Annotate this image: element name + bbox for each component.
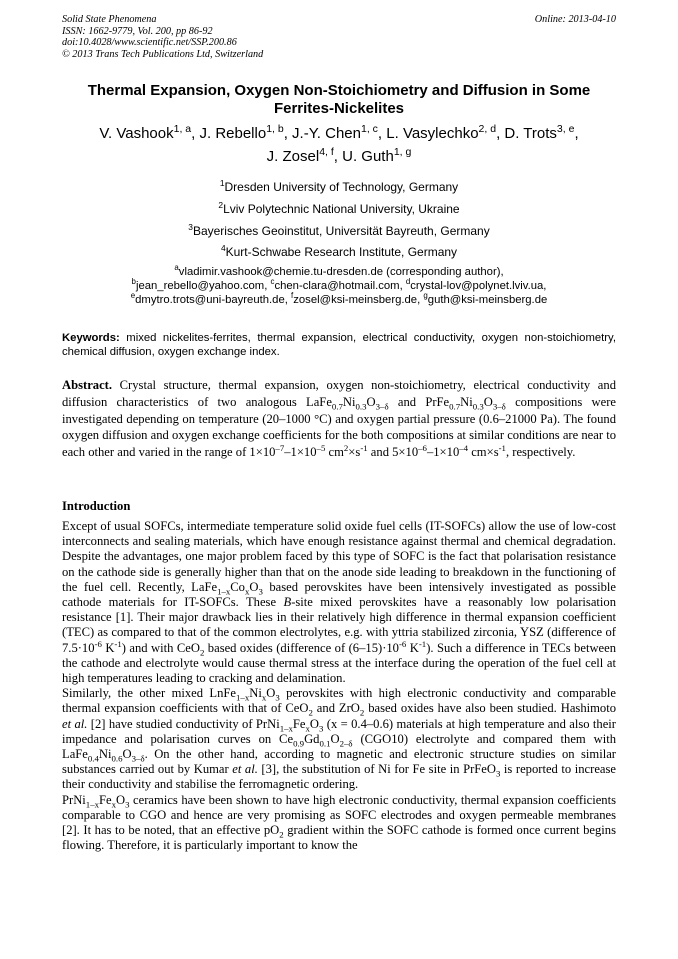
keywords xyxy=(62,331,616,359)
author-affil-mark: 1, a xyxy=(173,123,192,135)
affil-text: Lviv Polytechnic National University, Ukraine xyxy=(223,202,460,216)
email-list xyxy=(62,265,616,308)
affil-text: Kurt-Schwabe Research Institute, Germany xyxy=(225,245,458,259)
paper-title xyxy=(62,82,616,118)
journal-copyright: © 2013 Trans Tech Publications Ltd, Switzerland xyxy=(62,48,264,60)
author-name: L. Vasylechko xyxy=(386,125,479,142)
author-affil-mark: 2, d xyxy=(478,123,497,135)
keywords-label: Keywords: xyxy=(62,332,120,344)
paragraph-2: Similarly, the other mixed $LnFe_{1-x}Ni_xO_3$ perovskites with high electronic conductivity and comparable thermal expansion coefficients with that of CeO$_2$ and ZrO$_2$ based oxides have also been studied. Hashimoto et al. [2] have studied conductivity of $PrNi_{1-x}Fe_xO_3$ (x = 0.4–0.6) materials at high temperature and also their impedance and polarisation curves on $Ce_{0.9}Gd_{0.1}O_{2-\delta}$ (CGO10) electrolyte and compared them with $LaFe_{0.4}Ni_{0.6}O_{3-\delta}$. On the other hand, according to magnetic and electronic structure studies on similar substances carried out by Kumar et al. [3], the substitution of Ni for Fe site in PrFeO$_3$ is reported to increase their conductivity and stabilise the ferromagnetic ordering. xyxy=(62,686,617,792)
affiliation-3 xyxy=(62,224,616,238)
author-name: J. Zosel xyxy=(266,148,320,165)
affiliation-1 xyxy=(62,180,616,194)
author-name: U. Guth xyxy=(342,148,394,165)
email-line-1: $^a$vladimir.vashook@chemie.tu-dresden.de (corresponding author), xyxy=(174,263,504,278)
email-line-3: $^e$dmytro.trots@uni-bayreuth.de, $^f$zosel@ksi-meinsberg.de, $^g$guth@ksi-meinsberg.de xyxy=(130,291,548,307)
affil-number: 4 xyxy=(220,243,226,253)
author-affil-mark: 1, b xyxy=(266,123,284,135)
author-name: J. Rebello xyxy=(199,125,267,142)
affil-number: 1 xyxy=(219,178,225,188)
abstract-label: Abstract. xyxy=(62,378,113,392)
paragraph-1: Except of usual SOFCs, intermediate temperature solid oxide fuel cells (IT-SOFCs) allow the use of low-cost interconnects and sealing materials, which have enough resistance against thermal and chemical degradation. Despite the advantages, one major problem faced by this type of SOFC is the fact that polarisation resistance on the cathode side is generally higher than that on the anode side leading to breakdown in the functioning of the fuel cell. Recently, $LaFe_{1-x}Co_xO_3$ based perovskites have been intensively investigated as possible cathode materials for IT-SOFCs. These B-site mixed perovskites have a reasonably low polarisation resistance [1]. Their major drawback lies in their relatively high difference in thermal expansion coefficient (TEC) as compared to that of the common electrolytes, e.g. with yttria stabilized zirconia, YSZ (difference of $7.5\cdot 10^{-6}$ $K^{-1}$) and with CeO$_2$ based oxides (difference of $(6-15)\cdot 10^{-6}$ $K^{-1}$). Such a difference in TECs between the cathode and electrolyte would cause thermal stress at the interface during the operation of the fuel cell at high temperatures leading to cracking and delamination. xyxy=(62,519,617,686)
author-affil-mark: 4, f xyxy=(319,146,334,158)
online-date: Online: 2013-04-10 xyxy=(534,14,616,25)
email-c[interactable]: chen-clara@hotmail.com, xyxy=(274,280,406,293)
keywords-text: mixed nickelites-ferrites, thermal expansion, electrical conductivity, oxygen non-stoichiometry, chemical diffusion, oxygen exchange index. xyxy=(62,332,616,358)
email-d[interactable]: crystal-lov@polynet.lviv.ua, xyxy=(410,280,547,293)
journal-name: Solid State Phenomena xyxy=(62,14,157,25)
section-heading-introduction: Introduction xyxy=(62,499,131,513)
author-affil-mark: 1, c xyxy=(360,123,378,135)
email-f[interactable]: zosel@ksi-meinsberg.de, xyxy=(293,294,424,307)
journal-header xyxy=(62,14,616,60)
email-b[interactable]: jean_rebello@yahoo.com, xyxy=(135,280,271,293)
introduction-body xyxy=(62,519,616,853)
abstract: Abstract. Crystal structure, thermal expansion, oxygen non-stoichiometry, electrical conductivity and diffusion characteristics of two analogous $LaFe_{0.7}Ni_{0.3}O_{3-\delta}$ and $PrFe_{0.7}Ni_{0.3}O_{3-\delta}$ compositions were investigated depending on temperature (20–1000 °C) and oxygen partial pressure (0.6–21000 Pa). The found oxygen diffusion and oxygen exchange coefficients for the both compositions at similar conditions are near to each other and varied in the range of $1\times 10^{-7}-1\times 10^{-5}$ $cm^2\times s^{-1}$ and $5\times 10^{-6}-1\times 10^{-4}$ $cm\times s^{-1}$, respectively. xyxy=(62,378,616,460)
author-affil-mark: 3, e xyxy=(556,123,575,135)
journal-doi[interactable]: doi:10.4028/www.scientific.net/SSP.200.86 xyxy=(62,37,237,48)
author-list xyxy=(62,122,616,168)
email-e[interactable]: dmytro.trots@uni-bayreuth.de, xyxy=(135,294,292,307)
affil-text: Bayerisches Geoinstitut, Universität Bayreuth, Germany xyxy=(192,224,490,238)
affiliation-2 xyxy=(62,202,616,216)
author-name: V. Vashook xyxy=(99,125,174,142)
affil-text: Dresden University of Technology, Germany xyxy=(224,180,459,194)
author-line-1: V. Vashook$^{1, a}$, J. Rebello$^{1, b}$, J.-Y. Chen$^{1, c}$, L. Vasylechko$^{2, d}$, D. Trots$^{3, e}$, xyxy=(99,123,579,142)
email-g[interactable]: guth@ksi-meinsberg.de xyxy=(427,294,548,307)
author-name: D. Trots xyxy=(504,125,557,142)
email-a[interactable]: vladimir.vashook@chemie.tu-dresden.de (corresponding author), xyxy=(178,266,504,278)
title-line-2: Ferrites-Nickelites xyxy=(273,100,405,117)
author-line-2: J. Zosel$^{4, f}$, U. Guth$^{1, g}$ xyxy=(266,146,412,165)
journal-issn: ISSN: 1662-9779, Vol. 200, pp 86-92 xyxy=(62,25,213,37)
affil-number: 2 xyxy=(218,200,224,210)
affil-number: 3 xyxy=(188,222,193,232)
email-line-2: $^b$jean_rebello@yahoo.com, $^c$chen-clara@hotmail.com, $^d$crystal-lov@polynet.lviv.ua, xyxy=(131,277,547,293)
affiliation-4 xyxy=(62,245,616,259)
title-line-1: Thermal Expansion, Oxygen Non-Stoichiometry and Diffusion in Some xyxy=(87,82,591,99)
author-affil-mark: 1, g xyxy=(393,146,412,158)
author-name: J.-Y. Chen xyxy=(292,125,361,142)
paragraph-3: $PrNi_{1-x}Fe_xO_3$ ceramics have been shown to have high electronic conductivity, thermal expansion coefficients comparable to CGO and hence are very promising as SOFC electrodes and oxygen permeable membranes [2]. It has to be noted, that an effective $pO_2$ gradient within the SOFC cathode is formed once current begins flowing. Therefore, it is particularly important to know the xyxy=(62,792,617,853)
